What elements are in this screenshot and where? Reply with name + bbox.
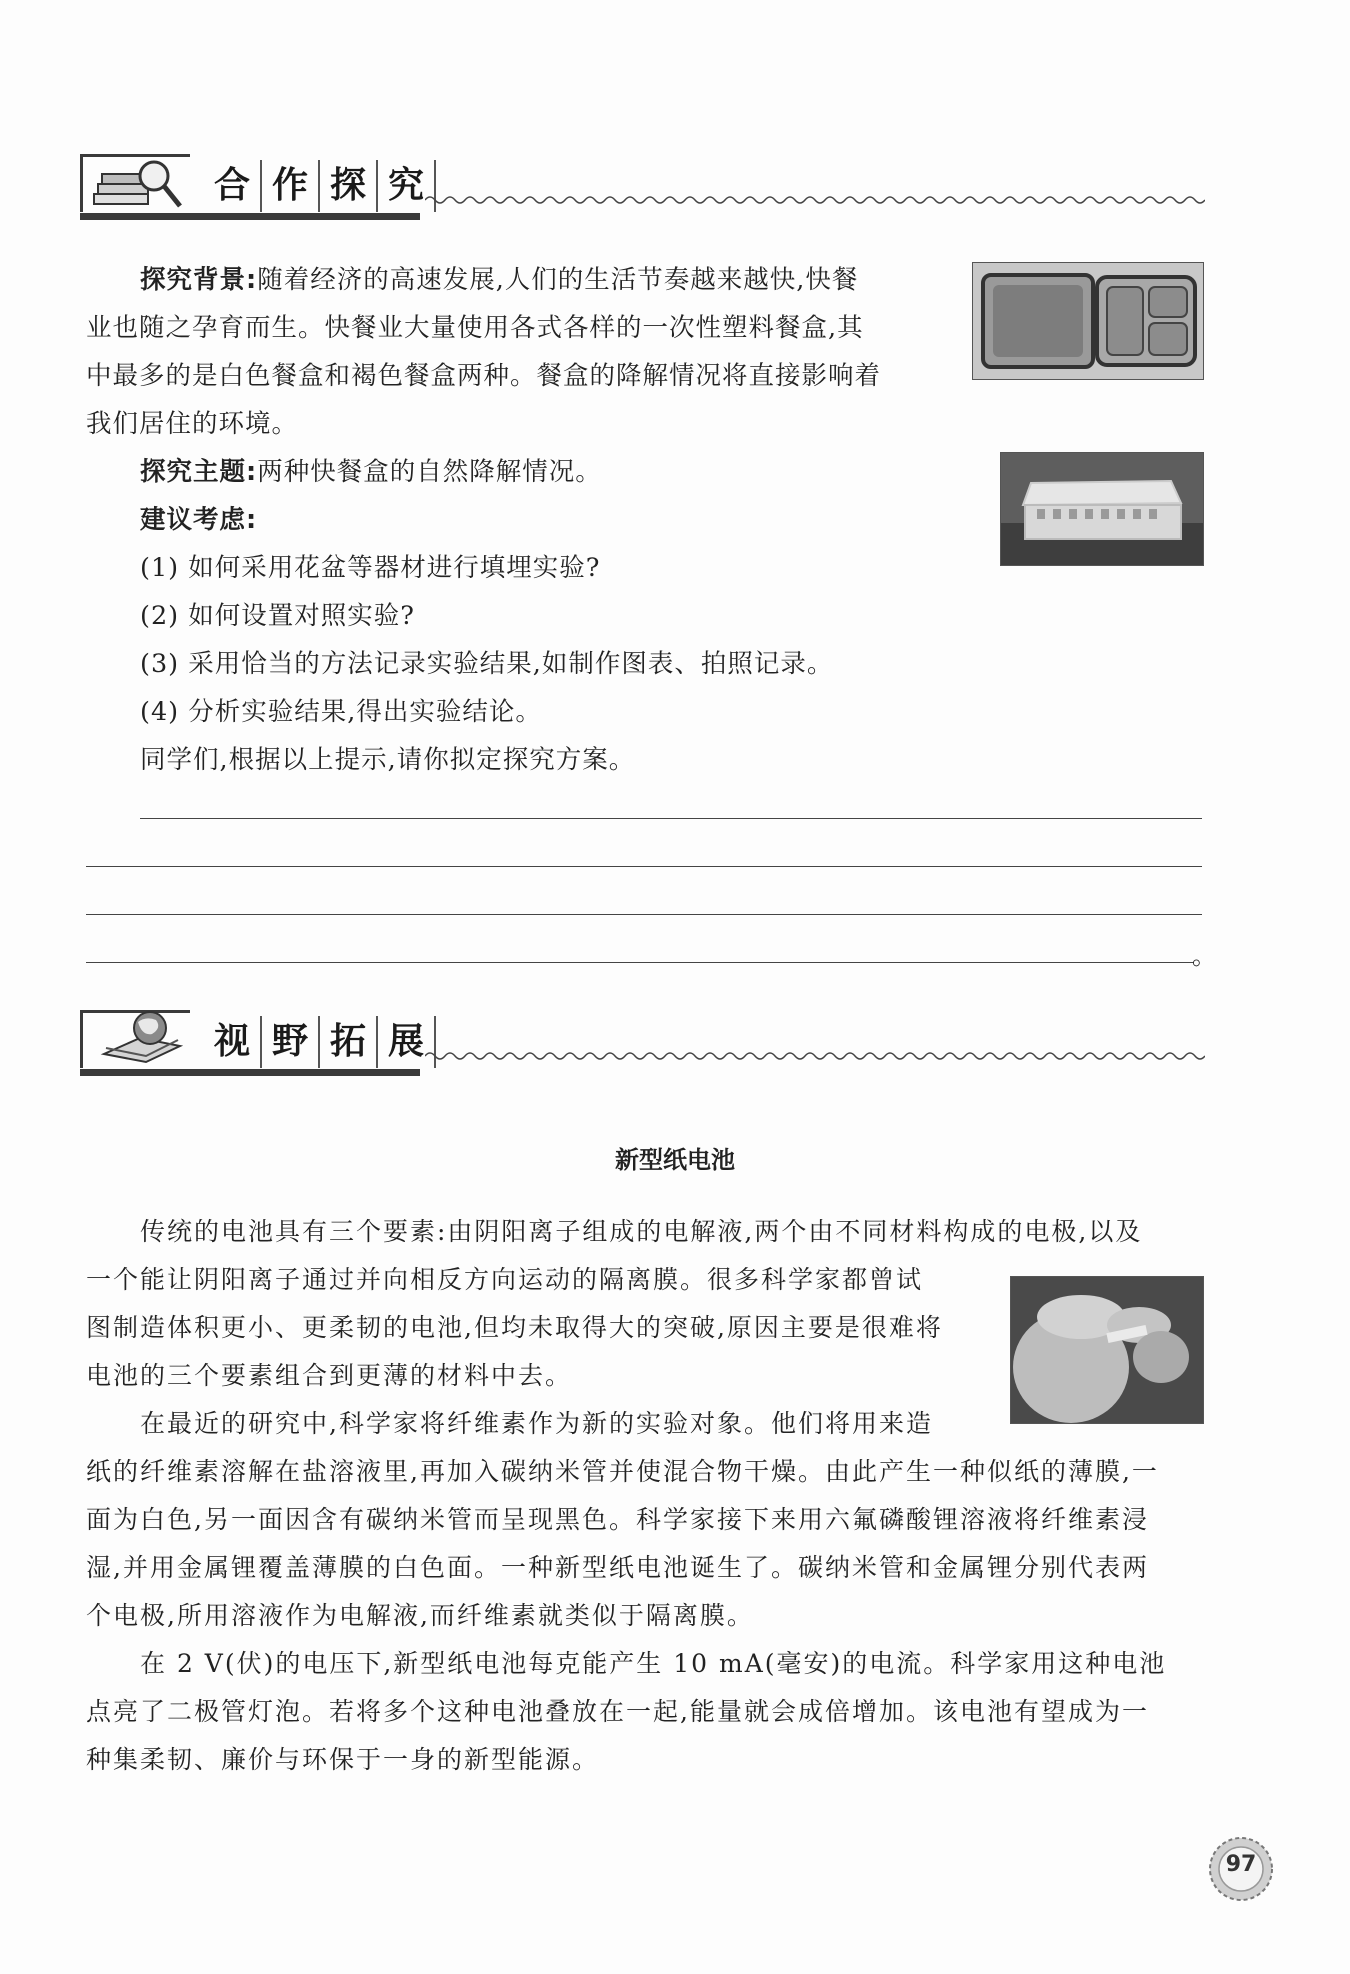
closing-prompt: 同学们,根据以上提示,请你拟定探究方案。 bbox=[140, 745, 636, 775]
suggest-item: (4) 分析实验结果,得出实验结论。 bbox=[140, 697, 542, 727]
article-line: 点亮了二极管灯泡。若将多个这种电池叠放在一起,能量就会成倍增加。该电池有望成为一 bbox=[86, 1697, 1149, 1726]
article-title: 新型纸电池 bbox=[615, 1146, 735, 1174]
title-char: 作 bbox=[262, 160, 320, 212]
title-char: 展 bbox=[378, 1016, 436, 1068]
background-text: 随着经济的高速发展,人们的生活节奏越来越快,快餐 bbox=[257, 265, 859, 295]
topic-line bbox=[86, 448, 966, 496]
background-line: 业也随之孕育而生。快餐业大量使用各式各样的一次性塑料餐盒,其 bbox=[86, 313, 864, 343]
article-line: 传统的电池具有三个要素:由阴阳离子组成的电解液,两个由不同材料构成的电极,以及 bbox=[140, 1217, 1143, 1246]
title-char: 野 bbox=[262, 1016, 320, 1068]
background-line bbox=[86, 256, 966, 304]
article-line: 在 2 V(伏)的电压下,新型纸电池每克能产生 10 mA(毫安)的电流。科学家用这种电池 bbox=[140, 1649, 1167, 1678]
article-line: 一个能让阴阳离子通过并向相反方向运动的隔离膜。很多科学家都曾试 bbox=[86, 1265, 924, 1294]
article-line: 湿,并用金属锂覆盖薄膜的白色面。一种新型纸电池诞生了。碳纳米管和金属锂分别代表两 bbox=[86, 1553, 1149, 1582]
article-line: 纸的纤维素溶解在盐溶液里,再加入碳纳米管并使混合物干燥。由此产生一种似纸的薄膜,一 bbox=[86, 1457, 1159, 1486]
paper-battery-photo bbox=[1010, 1276, 1204, 1424]
section-header-cooperative-inquiry bbox=[80, 150, 1205, 220]
header-underline-bar bbox=[80, 1069, 420, 1076]
food-box-photo-1 bbox=[972, 262, 1204, 380]
title-char: 视 bbox=[204, 1016, 262, 1068]
food-box-photo-2 bbox=[1000, 452, 1204, 566]
article-line: 个电极,所用溶液作为电解液,而纤维素就类似于隔离膜。 bbox=[86, 1601, 754, 1630]
answer-line[interactable] bbox=[140, 818, 1202, 819]
header-frame bbox=[80, 1010, 83, 1068]
answer-line[interactable] bbox=[86, 962, 1194, 963]
wavy-divider bbox=[425, 1048, 1205, 1064]
section-title bbox=[204, 1016, 436, 1068]
background-paragraph bbox=[86, 256, 966, 448]
topic-paragraph bbox=[86, 448, 966, 784]
suggest-label: 建议考虑: bbox=[140, 505, 258, 535]
globe-book-icon bbox=[84, 1006, 196, 1072]
article-line: 在最近的研究中,科学家将纤维素作为新的实验对象。他们将用来造 bbox=[140, 1409, 933, 1438]
background-line: 我们居住的环境。 bbox=[86, 409, 299, 439]
suggest-item: (3) 采用恰当的方法记录实验结果,如制作图表、拍照记录。 bbox=[140, 649, 834, 679]
header-underline-bar bbox=[80, 213, 420, 220]
article-line: 电池的三个要素组合到更薄的材料中去。 bbox=[86, 1361, 573, 1390]
title-char: 究 bbox=[378, 160, 436, 212]
article-line: 图制造体积更小、更柔韧的电池,但均未取得大的突破,原因主要是很难将 bbox=[86, 1313, 943, 1342]
article-line: 种集柔韧、廉价与环保于一身的新型能源。 bbox=[86, 1745, 600, 1774]
answer-line[interactable] bbox=[86, 866, 1202, 867]
page-number: 97 bbox=[1225, 1852, 1257, 1877]
background-line: 中最多的是白色餐盒和褐色餐盒两种。餐盒的降解情况将直接影响着 bbox=[86, 361, 882, 391]
book-magnifier-icon bbox=[84, 150, 196, 216]
title-char: 合 bbox=[204, 160, 262, 212]
title-char: 探 bbox=[320, 160, 378, 212]
background-label: 探究背景: bbox=[140, 265, 258, 295]
section-title bbox=[204, 160, 436, 212]
answer-line[interactable] bbox=[86, 914, 1202, 915]
article-line: 面为白色,另一面因含有碳纳米管而呈现黑色。科学家接下来用六氟磷酸锂溶液将纤维素浸 bbox=[86, 1505, 1149, 1534]
answer-end-mark: 。 bbox=[1192, 942, 1216, 970]
header-frame bbox=[80, 154, 83, 212]
suggest-item: (2) 如何设置对照实验? bbox=[140, 601, 415, 631]
suggest-item: (1) 如何采用花盆等器材进行填埋实验? bbox=[140, 553, 601, 583]
topic-label: 探究主题: bbox=[140, 457, 258, 487]
topic-text: 两种快餐盒的自然降解情况。 bbox=[257, 457, 602, 487]
title-char: 拓 bbox=[320, 1016, 378, 1068]
section-header-horizon-expansion bbox=[80, 1006, 1205, 1076]
wavy-divider bbox=[425, 192, 1205, 208]
